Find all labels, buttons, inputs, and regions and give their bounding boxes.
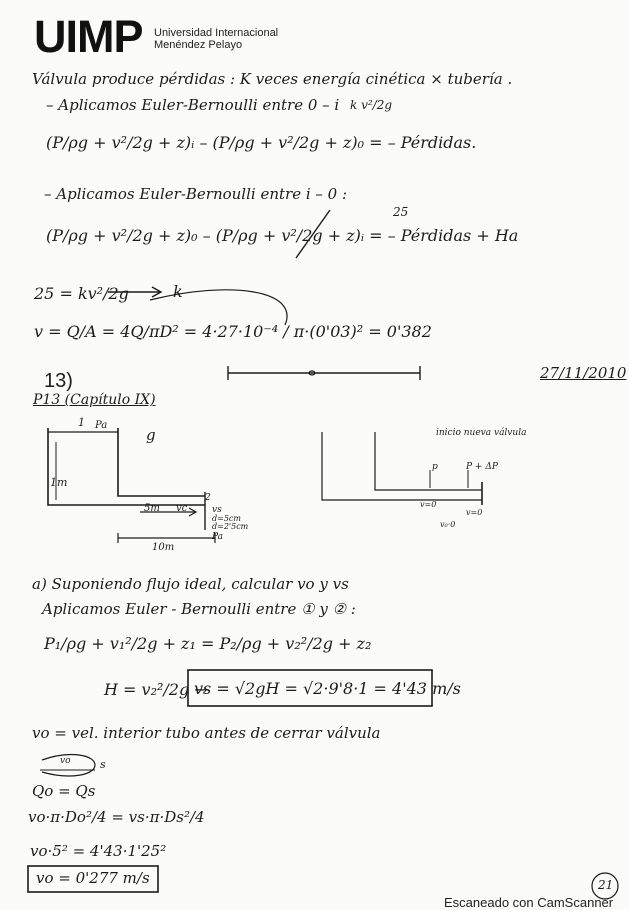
- bernoulli-equation-1: (P/ρg + v²/2g + z)ᵢ – (P/ρg + v²/2g + z)₀ = – Pérdidas.: [46, 133, 477, 152]
- equation-25-kv2: 25 = kv²/2g: [34, 284, 129, 303]
- strike-mark: [296, 210, 330, 258]
- problem-date: 27/11/2010: [540, 364, 627, 382]
- tank-diagram: [48, 428, 215, 543]
- label-pa-bottom: Pa: [212, 532, 224, 542]
- label-point-2: 2: [205, 493, 211, 503]
- label-dia1: d=5cm: [212, 514, 241, 523]
- label-height: 1m: [50, 476, 68, 489]
- label-pipe-length: 5m: [144, 503, 160, 514]
- vo-result: vo = 0'277 m/s: [36, 869, 150, 887]
- sketch-label-v: v=0: [420, 500, 437, 509]
- sketch-label-vo: v₀·0: [440, 520, 456, 529]
- curve-mark: [150, 290, 287, 325]
- sketch-label-v2: v=0: [466, 508, 483, 517]
- apply-bernoulli-0-i: – Aplicamos Euler-Bernoulli entre 0 – i: [46, 96, 340, 114]
- note-25: 25: [393, 205, 409, 219]
- vs-result: vs = √2gH = √2·9'8·1 = 4'43 m/s: [194, 679, 461, 698]
- sketch-top-label: inicio nueva válvula: [436, 428, 527, 438]
- height-equation: H = v₂²/2g →: [104, 680, 208, 699]
- apply-bernoulli-i-0: – Aplicamos Euler-Bernoulli entre i – 0 :: [44, 185, 348, 203]
- sketch-label-p-dp: P + ΔP: [466, 462, 498, 472]
- bernoulli-equation-2: (P/ρg + v²/2g + z)₀ – (P/ρg + v²/2g + z)ᵢ = – Pérdidas + Ha: [46, 226, 519, 245]
- label-pa-top: Pa: [95, 420, 108, 431]
- bernoulli-equation-1-2: P₁/ρg + v₁²/2g + z₁ = P₂/ρg + v₂²/2g + z₂: [44, 634, 372, 653]
- continuity-equation: vo·π·Do²/4 = vs·π·Ds²/4: [28, 808, 205, 826]
- label-total-length: 10m: [152, 542, 175, 553]
- university-name-line2: Menéndez Pelayo: [154, 39, 243, 51]
- valve-sketch: [322, 432, 482, 505]
- label-gravity: g: [146, 426, 156, 444]
- flow-equality: Qo = Qs: [32, 782, 96, 800]
- label-vs: vs: [212, 505, 222, 515]
- apply-bernoulli-1-2: Aplicamos Euler - Bernoulli entre ① y ② :: [42, 600, 356, 618]
- sketch-label-p: p: [432, 462, 438, 472]
- part-a-statement: a) Suponiendo flujo ideal, calcular vo y vs: [32, 575, 349, 593]
- label-point-1: 1: [78, 416, 85, 429]
- vo-sketch-label: vo: [60, 756, 71, 766]
- velocity-calculation: v = Q/A = 4Q/πD² = 4·27·10⁻⁴ / π·(0'03)² = 0'382: [34, 322, 432, 341]
- university-name-line1: Universidad Internacional: [154, 27, 279, 39]
- note-k-v2-2g: k v²/2g: [350, 98, 393, 112]
- valve-losses-statement: Válvula produce pérdidas : K veces energía cinética × tubería .: [32, 70, 513, 88]
- problem-title: P13 (Capítulo IX): [33, 392, 156, 408]
- problem-number: 13): [44, 370, 73, 392]
- vo-sketch-s: s: [100, 758, 106, 771]
- label-dia2: d=2'5cm: [212, 522, 249, 531]
- label-vc: vc: [176, 503, 188, 514]
- equation-k-result: k: [173, 282, 183, 301]
- vo-definition: vo = vel. interior tubo antes de cerrar válvula: [32, 724, 381, 742]
- page-number: 21: [598, 878, 614, 892]
- uimp-logo: UIMP: [34, 11, 143, 62]
- vo-calculation: vo·5² = 4'43·1'25²: [30, 842, 167, 860]
- camscanner-watermark: Escaneado con CamScanner: [444, 895, 614, 910]
